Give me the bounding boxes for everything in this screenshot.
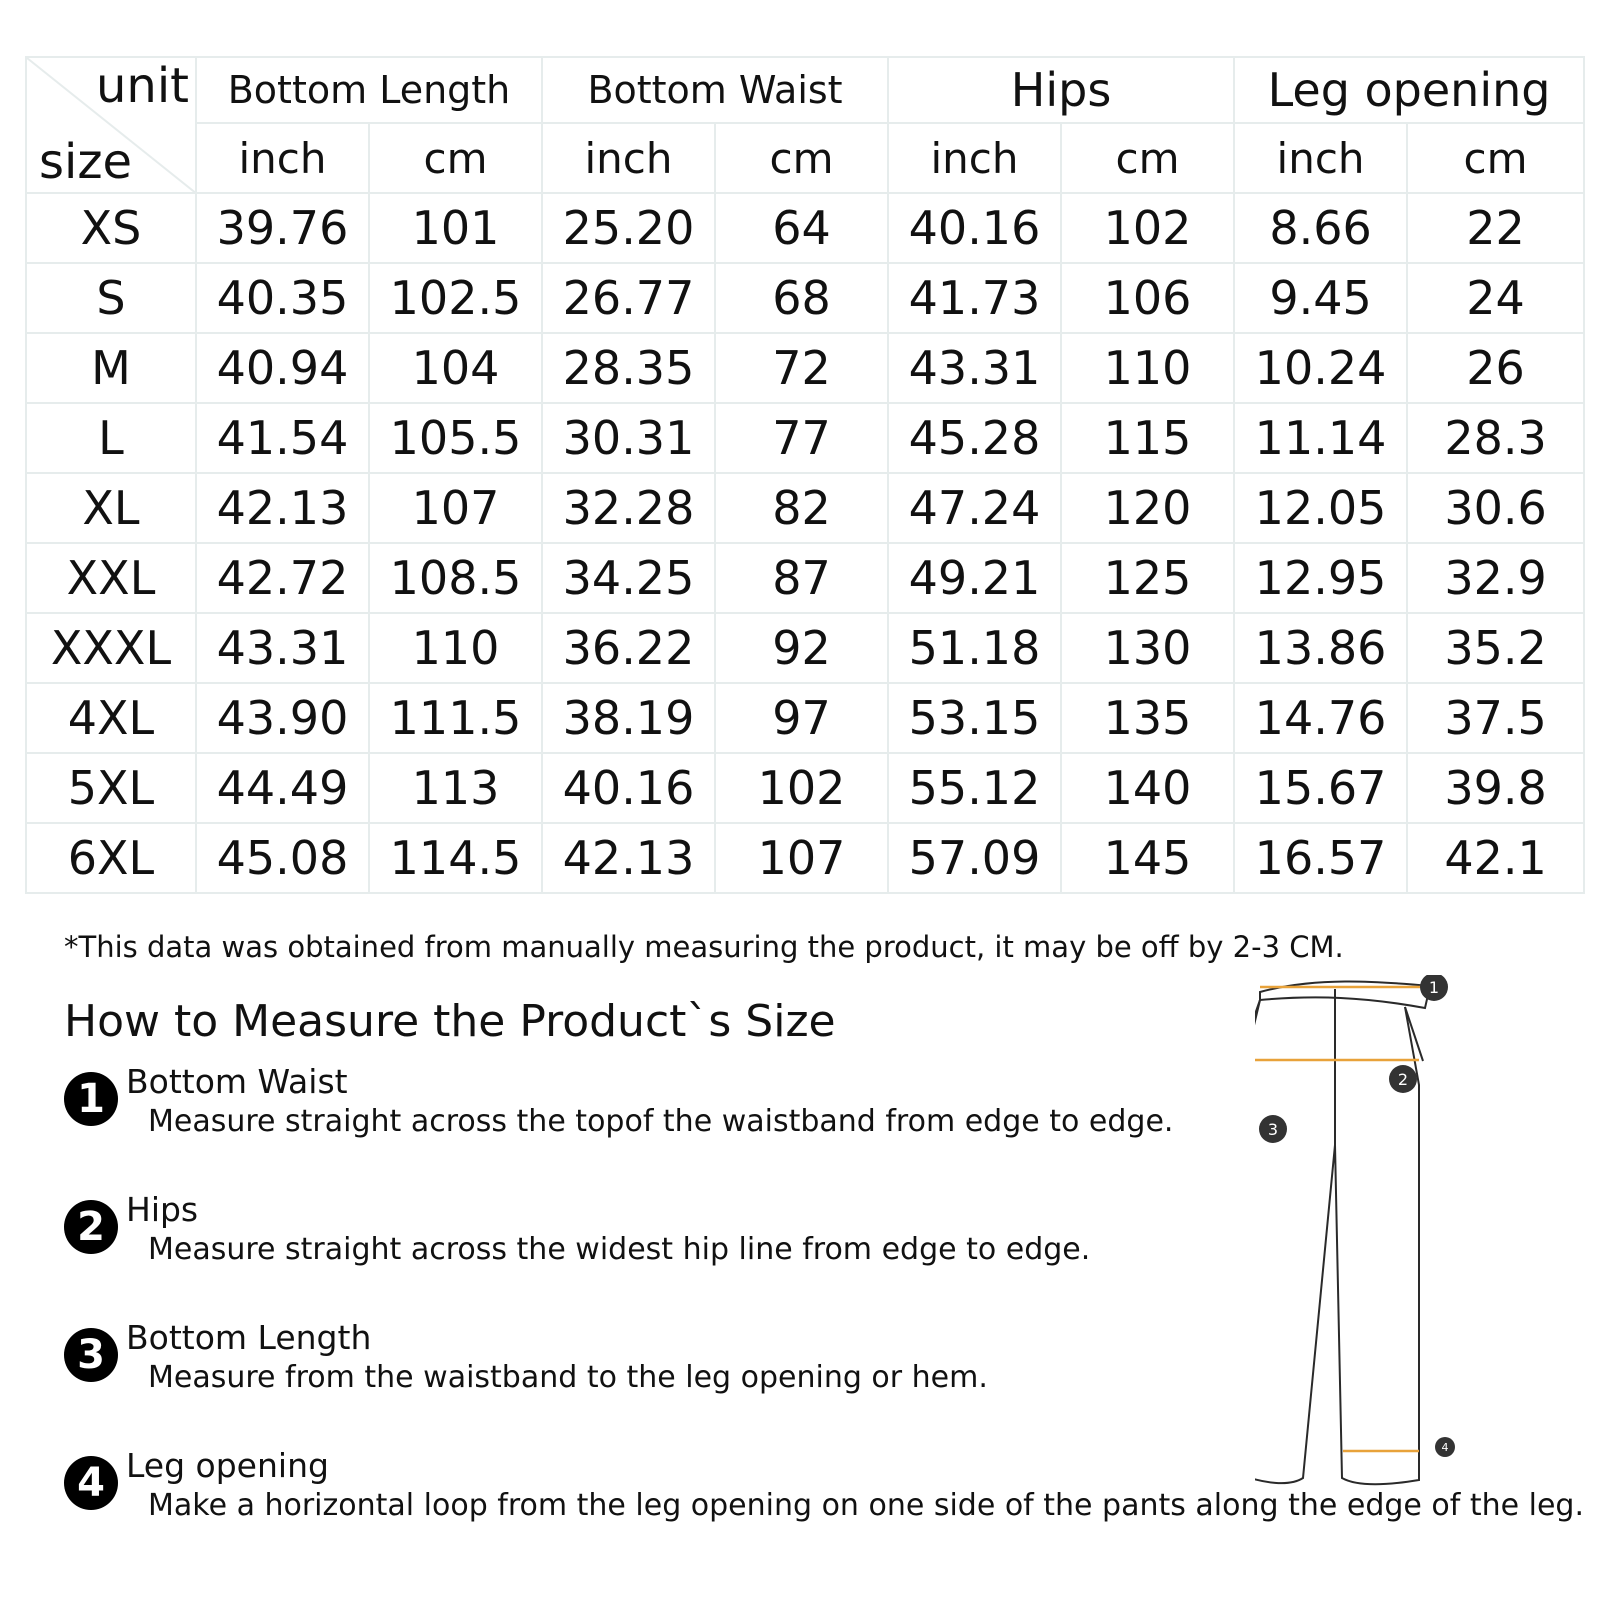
measure-cell: 140 [1061,753,1234,823]
measure-cell: 10.24 [1234,333,1407,403]
table-row [26,543,1584,613]
measure-cell: 111.5 [369,683,542,753]
header-bottom-length: Bottom Length [196,57,542,123]
unit-cm-header: cm [1061,123,1234,193]
step-title: Bottom Length [126,1318,372,1357]
measure-cell: 47.24 [888,473,1061,543]
unit-cm-header: cm [715,123,888,193]
unit-cm-header: cm [1407,123,1584,193]
measure-cell: 14.76 [1234,683,1407,753]
measure-cell: 12.05 [1234,473,1407,543]
marker-3 [1259,1115,1287,1143]
measurement-disclaimer: *This data was obtained from manually measuring the product, it may be off by 2-3 CM. [64,930,1344,964]
measure-cell: 22 [1407,193,1584,263]
table-row [26,613,1584,683]
measure-cell: 49.21 [888,543,1061,613]
measure-cell: 30.6 [1407,473,1584,543]
step-number-badge: 4 [64,1456,118,1510]
step-title: Hips [126,1190,199,1229]
measure-cell: 42.13 [542,823,715,893]
measure-cell: 113 [369,753,542,823]
measure-cell: 39.76 [196,193,369,263]
measure-cell: 40.35 [196,263,369,333]
step-number-badge: 3 [64,1328,118,1382]
measure-cell: 43.90 [196,683,369,753]
measure-cell: 77 [715,403,888,473]
measure-cell: 8.66 [1234,193,1407,263]
marker-label: 4 [1441,1441,1449,1454]
marker-label: 3 [1267,1120,1279,1139]
measure-cell: 45.08 [196,823,369,893]
measure-cell: 102 [1061,193,1234,263]
measure-cell: 72 [715,333,888,403]
size-cell: XS [26,193,196,263]
measure-cell: 68 [715,263,888,333]
unit-inch-header: inch [888,123,1061,193]
measure-cell: 102.5 [369,263,542,333]
size-chart-table [25,56,1585,894]
measure-cell: 110 [1061,333,1234,403]
measure-cell: 26 [1407,333,1584,403]
table-row [26,403,1584,473]
measure-cell: 11.14 [1234,403,1407,473]
measure-cell: 104 [369,333,542,403]
step-description: Measure straight across the topof the waistband from edge to edge. [148,1104,1174,1139]
step-description: Measure straight across the widest hip line from edge to edge. [148,1232,1091,1267]
header-bottom-waist: Bottom Waist [542,57,888,123]
measure-cell: 41.73 [888,263,1061,333]
measure-cell: 55.12 [888,753,1061,823]
table-row [26,473,1584,543]
corner-header-cell [26,57,196,193]
measure-cell: 101 [369,193,542,263]
step-number-badge: 1 [64,1072,118,1126]
pants-outline [1255,981,1430,1484]
size-cell: XXXL [26,613,196,683]
measure-cell: 38.19 [542,683,715,753]
size-cell: 4XL [26,683,196,753]
size-cell: XL [26,473,196,543]
measure-cell: 115 [1061,403,1234,473]
measure-cell: 45.28 [888,403,1061,473]
measure-cell: 42.13 [196,473,369,543]
table-row [26,333,1584,403]
measure-cell: 107 [715,823,888,893]
measure-cell: 42.72 [196,543,369,613]
measure-cell: 40.16 [542,753,715,823]
marker-2 [1389,1065,1417,1093]
unit-inch-header: inch [542,123,715,193]
unit-cm-header: cm [369,123,542,193]
measure-cell: 106 [1061,263,1234,333]
measure-cell: 53.15 [888,683,1061,753]
unit-inch-header: inch [1234,123,1407,193]
step-title: Leg opening [126,1446,329,1485]
measure-cell: 102 [715,753,888,823]
measure-cell: 40.94 [196,333,369,403]
measure-cell: 12.95 [1234,543,1407,613]
measure-cell: 28.35 [542,333,715,403]
measure-cell: 37.5 [1407,683,1584,753]
measure-cell: 114.5 [369,823,542,893]
size-cell: 6XL [26,823,196,893]
measure-cell: 145 [1061,823,1234,893]
header-leg-opening: Leg opening [1234,57,1584,123]
measure-cell: 87 [715,543,888,613]
table-row [26,753,1584,823]
size-cell: 5XL [26,753,196,823]
measure-cell: 130 [1061,613,1234,683]
measure-cell: 64 [715,193,888,263]
corner-size-label: size [39,134,133,190]
marker-label: 2 [1397,1070,1409,1089]
measure-cell: 41.54 [196,403,369,473]
step-title: Bottom Waist [126,1062,348,1101]
measure-cell: 43.31 [888,333,1061,403]
measure-cell: 24 [1407,263,1584,333]
measure-cell: 42.1 [1407,823,1584,893]
size-cell: M [26,333,196,403]
measure-cell: 43.31 [196,613,369,683]
size-cell: S [26,263,196,333]
measure-cell: 32.9 [1407,543,1584,613]
measure-cell: 15.67 [1234,753,1407,823]
measure-cell: 51.18 [888,613,1061,683]
measure-cell: 25.20 [542,193,715,263]
measure-cell: 26.77 [542,263,715,333]
step-description: Measure from the waistband to the leg opening or hem. [148,1360,988,1395]
measure-cell: 135 [1061,683,1234,753]
measure-cell: 120 [1061,473,1234,543]
measure-cell: 9.45 [1234,263,1407,333]
size-cell: L [26,403,196,473]
header-hips: Hips [888,57,1234,123]
table-row [26,263,1584,333]
measure-cell: 28.3 [1407,403,1584,473]
measure-cell: 108.5 [369,543,542,613]
measure-cell: 34.25 [542,543,715,613]
marker-1 [1420,975,1448,1001]
measure-cell: 92 [715,613,888,683]
howto-title: How to Measure the Product`s Size [64,996,836,1047]
measure-cell: 35.2 [1407,613,1584,683]
table-row [26,683,1584,753]
step-description: Make a horizontal loop from the leg opening on one side of the pants along the edge of the leg. [148,1488,1584,1523]
measure-cell: 39.8 [1407,753,1584,823]
measure-cell: 125 [1061,543,1234,613]
measure-cell: 107 [369,473,542,543]
measure-cell: 57.09 [888,823,1061,893]
unit-inch-header: inch [196,123,369,193]
measure-cell: 82 [715,473,888,543]
measure-cell: 44.49 [196,753,369,823]
table-row [26,823,1584,893]
measure-cell: 105.5 [369,403,542,473]
step-number-badge: 2 [64,1200,118,1254]
measure-cell: 97 [715,683,888,753]
size-cell: XXL [26,543,196,613]
corner-unit-label: unit [96,58,189,114]
measure-cell: 36.22 [542,613,715,683]
measure-cell: 40.16 [888,193,1061,263]
measure-cell: 110 [369,613,542,683]
measure-cell: 32.28 [542,473,715,543]
marker-4 [1435,1437,1455,1457]
table-row [26,193,1584,263]
measure-cell: 30.31 [542,403,715,473]
measure-cell: 13.86 [1234,613,1407,683]
pants-diagram [1255,975,1495,1515]
marker-label: 1 [1428,978,1440,997]
measure-cell: 16.57 [1234,823,1407,893]
